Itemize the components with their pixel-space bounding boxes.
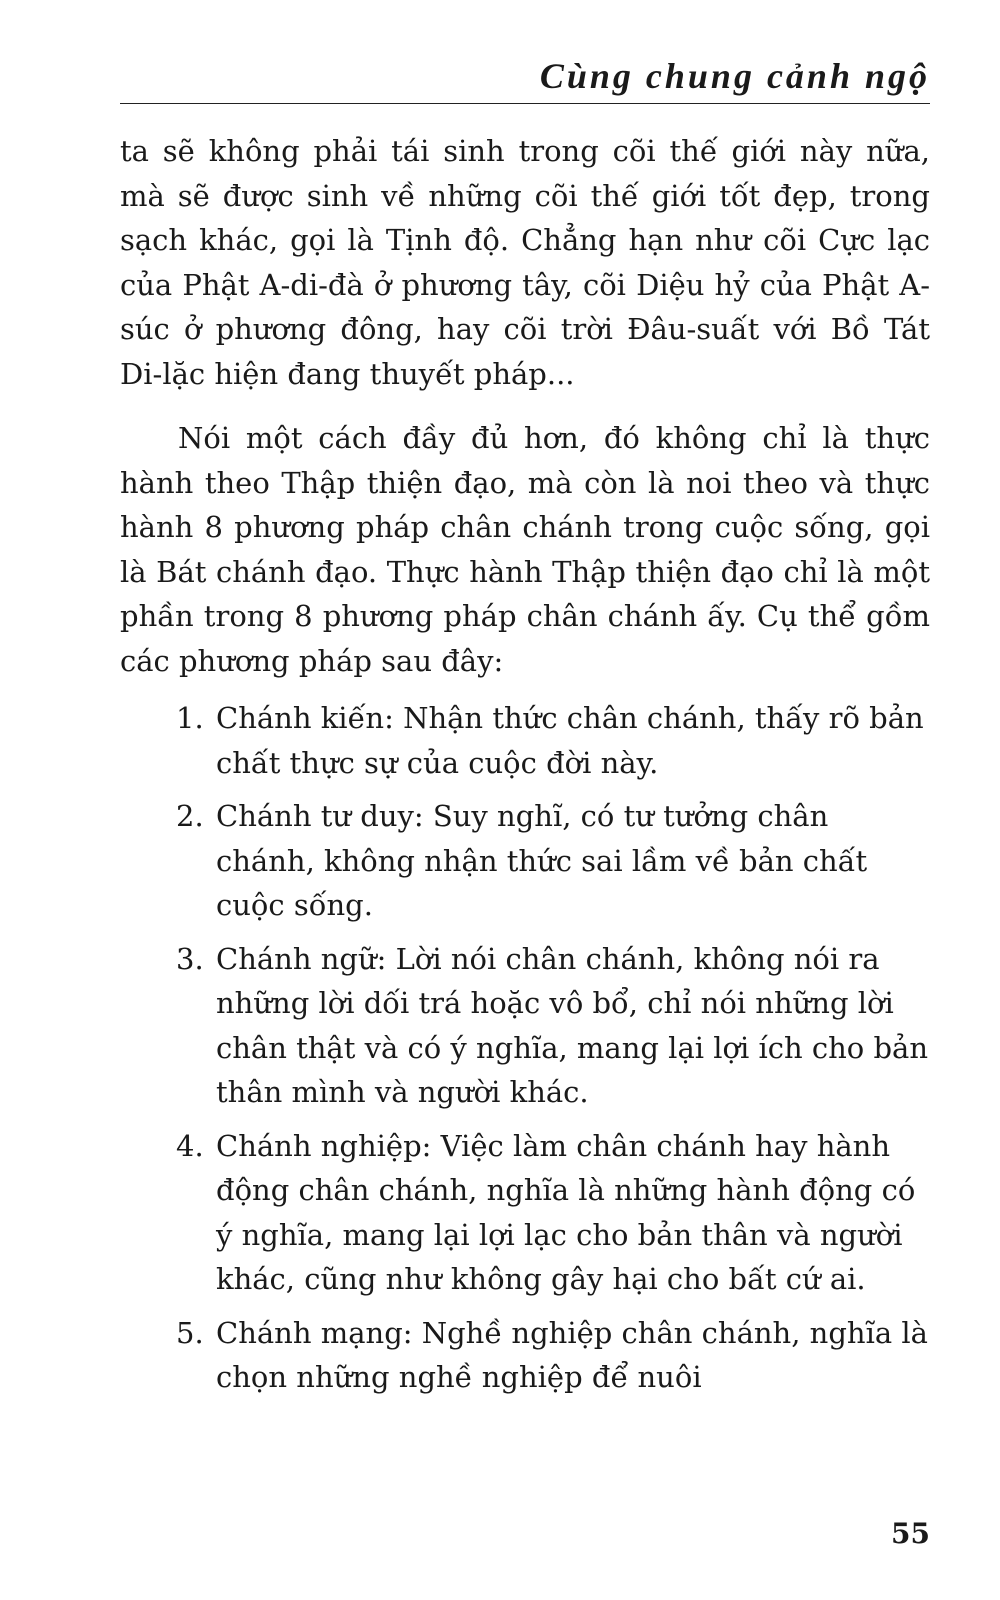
list-item bbox=[120, 1311, 930, 1400]
list-item bbox=[120, 937, 930, 1115]
list-item bbox=[120, 696, 930, 785]
list-item-number: 1. bbox=[176, 701, 204, 735]
list-item bbox=[120, 1124, 930, 1302]
list-item-number: 5. bbox=[176, 1315, 204, 1350]
page-body bbox=[120, 129, 930, 1409]
list-item-text: Chánh mạng: Nghề nghiệp chân chánh, nghĩa là chọn những nghề nghiệp để nuôi bbox=[216, 1315, 928, 1394]
header-divider bbox=[120, 103, 930, 104]
list-item-text: Chánh ngữ: Lời nói chân chánh, không nói ra những lời dối trá hoặc vô bổ, chỉ nói những lời chân thật và có ý nghĩa, mang lại lợi ích cho bản thân mình và người khác. bbox=[216, 941, 929, 1109]
list-item bbox=[120, 794, 930, 928]
list-item-text: Chánh nghiệp: Việc làm chân chánh hay hành động chân chánh, nghĩa là những hành động có ý nghĩa, mang lại lợi lạc cho bản thân và người khác, cũng như không gây hại cho bất cứ ai. bbox=[216, 1128, 916, 1296]
list-item-text: Chánh tư duy: Suy nghĩ, có tư tưởng chân chánh, không nhận thức sai lầm về bản chất cuộc sống. bbox=[216, 799, 868, 922]
list-item-text: Chánh kiến: Nhận thức chân chánh, thấy rõ bản chất thực sự của cuộc đời này. bbox=[216, 701, 924, 780]
eightfold-path-list bbox=[120, 696, 930, 1400]
list-item-number: 4. bbox=[176, 1128, 204, 1163]
paragraph-eightfold-path: Nói một cách đầy đủ hơn, đó không chỉ là thực hành theo Thập thiện đạo, mà còn là noi theo và thực hành 8 phương pháp chân chánh trong cuộc sống, gọi là Bát chánh đạo. Thực hành Thập thiện đạo chỉ là một phần trong 8 phương pháp chân chánh ấy. Cụ thể gồm các phương pháp sau đây: bbox=[120, 421, 930, 678]
list-item-number: 2. bbox=[176, 799, 204, 833]
list-item-number: 3. bbox=[176, 941, 204, 976]
paragraph-continuation: ta sẽ không phải tái sinh trong cõi thế giới này nữa, mà sẽ được sinh về những cõi thế giới tốt đẹp, trong sạch khác, gọi là Tịnh độ. Chẳng hạn như cõi Cực lạc của Phật A-di-đà ở phương tây, cõi Diệu hỷ của Phật A-súc ở phương đông, hay cõi trời Đâu-suất với Bồ Tát Di-lặc hiện đang thuyết pháp... bbox=[120, 134, 930, 391]
running-header: Cùng chung cảnh ngộ bbox=[539, 56, 930, 96]
page-number: 55 bbox=[891, 1517, 930, 1550]
